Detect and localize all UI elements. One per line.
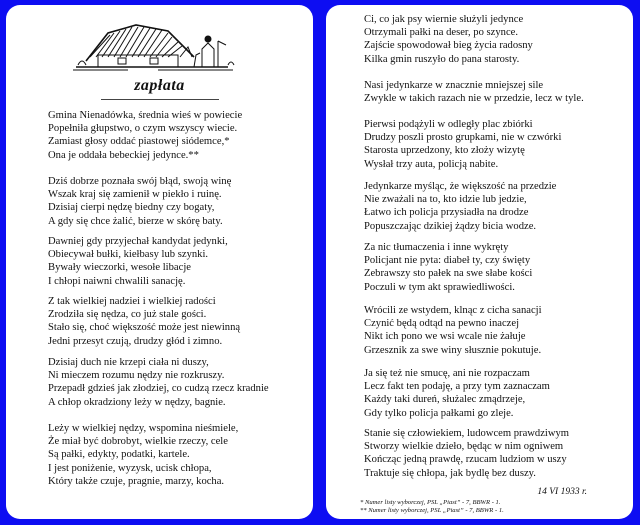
verse-line: Kończąc jedną prawdę, rzucam ludziom w uszy [364, 454, 567, 466]
verse-line: Gmina Nienadówka, średnia wieś w powiecie [48, 110, 243, 121]
verse-line: Że miał być dobrobyt, wielkie rzeczy, cele [48, 436, 228, 448]
stanza [48, 422, 238, 488]
footnote: ** Numer listy wyborczej, PSL „Piast” - 7, BBWR - 1. [360, 507, 504, 514]
stanza [48, 109, 242, 162]
verse-line: Dawniej gdy przyjechał kandydat jedynki, [48, 236, 228, 247]
verse-line: Jedynkarze myśląc, że większość na przedzie [364, 181, 557, 192]
verse-line: I chłopi naiwni chwalili sanację. [48, 275, 186, 287]
verse-line: Lecz fakt ten podaję, a przy tym zaznaczam [364, 381, 550, 393]
title-underline [101, 99, 219, 100]
verse-line: A gdy się chce żalić, bierze w skórę baty. [48, 215, 223, 227]
verse-line: Łatwo ich policja przysiadła na drodze [364, 207, 529, 219]
left-page [6, 5, 313, 519]
cottage-illustration [68, 17, 238, 73]
footnote: * Numer listy wyborczej, PSL „Piast” - 7, BBWR - 1. [360, 499, 501, 506]
verse-line: Dzisiaj duch nie krzepi ciała ni duszy, [48, 357, 209, 368]
stanza [364, 13, 533, 66]
verse-line: Dzisiaj cierpi nędzę biedny czy bogaty, [48, 202, 215, 214]
verse-line: Starosta uprzedzony, kto złoży wizytę [364, 145, 525, 157]
stanza [364, 79, 584, 105]
stanza [48, 175, 231, 228]
stanza [364, 304, 542, 357]
verse-line: Wrócili ze wstydem, klnąc z cicha sanacji [364, 305, 542, 316]
verse-line: Z tak wielkiej nadziei i wielkiej radości [48, 296, 216, 307]
verse-line: Nikt ich pono we wsi wcale nie żałuje [364, 331, 526, 343]
verse-line: Grzesznik za swe winy słusznie pokutuje. [364, 344, 542, 356]
verse-line: Policjant nie pyta: diabeł ty, czy święty [364, 255, 531, 267]
verse-line: Stało się, choć większość może jest niewinną [48, 322, 241, 334]
verse-line: Czynić będą odtąd na pewno inaczej [364, 318, 520, 330]
verse-line: Bywały wieczorki, wesołe libacje [48, 262, 191, 274]
verse-line: Obiecywał bułki, kiełbasy lub szynki. [48, 249, 209, 261]
verse-line: Zwykle w takich razach nie w przedzie, lecz w tyle. [364, 93, 584, 105]
verse-line: Traktuje się chłopa, jak bydlę bez duszy. [364, 467, 536, 479]
verse-line: Zajście spowodował bieg życia radosny [364, 40, 533, 52]
verse-line: Nie zważali na to, kto idzie lub jedzie, [364, 194, 527, 206]
verse-line: I jest poniżenie, wyzysk, ucisk chłopa, [48, 462, 212, 474]
verse-line: Każdy taki dureń, służalec zmądrzeje, [364, 394, 526, 406]
verse-line: Zrodziła się nędza, co już stale gości. [48, 309, 207, 321]
verse-line: Zamiast głosy oddać piastowej siódemce,* [48, 136, 230, 148]
right-page [326, 5, 633, 519]
stanza [364, 427, 569, 480]
verse-line: Ci, co jak psy wiernie służyli jedynce [364, 14, 524, 25]
verse-line: Popuszczając dzikiej żądzy bicia wodze. [364, 220, 537, 232]
verse-line: Ni mieczem rozumu nędzy nie rozkruszy. [48, 370, 225, 382]
verse-line: Otrzymali pałki na deser, po szynce. [364, 27, 519, 39]
verse-line: Jedni przesyt czują, drudzy głód i zimno. [48, 335, 223, 347]
poem-date: 14 VI 1933 r. [537, 487, 587, 497]
verse-line: Ona je oddała bebeckiej jedynce.** [48, 149, 199, 161]
verse-line: Są pałki, edykty, podatki, kartele. [48, 449, 190, 461]
verse-line: A chłop okradziony leży w nędzy, bagnie. [48, 396, 226, 408]
stanza [364, 241, 532, 294]
verse-line: Za nic tłumaczenia i inne wykręty [364, 242, 509, 253]
verse-line: Popełniła głupstwo, o czym wszyscy wiecie. [48, 123, 238, 135]
verse-line: Leży w wielkiej nędzy, wspomina nieśmiele, [48, 423, 239, 434]
verse-line: Gdy tylko policja pałkami go zleje. [364, 407, 514, 419]
verse-line: Kilka gmin ruszyło do pana starosty. [364, 53, 520, 65]
verse-line: Poczuli w tym akt sprawiedliwości. [364, 281, 515, 293]
stanza [48, 356, 269, 409]
verse-line: Nasi jedynkarze w znacznie mniejszej sile [364, 80, 544, 91]
stanza [364, 180, 556, 233]
verse-line: Ja się też nie smucę, ani nie rozpaczam [364, 368, 530, 379]
poem-title: zapłata [134, 77, 185, 94]
verse-line: Dziś dobrze poznała swój błąd, swoją winę [48, 176, 232, 187]
stanza [364, 367, 550, 420]
stanza [48, 235, 228, 288]
verse-line: Który także czuje, pragnie, marzy, kocha. [48, 475, 225, 487]
stanza [364, 118, 561, 171]
verse-line: Stworzy wielkie dzieło, będąc w nim ogniwem [364, 441, 564, 453]
verse-line: Przepadł gdzieś jak złodziej, co cudzą rzecz kradnie [48, 383, 269, 395]
verse-line: Wysłał trzy auta, policją nabite. [364, 158, 499, 170]
verse-line: Stanie się człowiekiem, ludowcem prawdziwym [364, 428, 570, 439]
verse-line: Wszak kraj się zamienił w piekło i ruinę. [48, 189, 222, 201]
verse-line: Pierwsi podążyli w odległy plac zbiórki [364, 119, 533, 130]
stanza [48, 295, 240, 348]
verse-line: Zebrawszy sto pałek na swe słabe kości [364, 268, 533, 280]
verse-line: Drudzy poszli prosto grupkami, nie w czwórki [364, 132, 562, 144]
